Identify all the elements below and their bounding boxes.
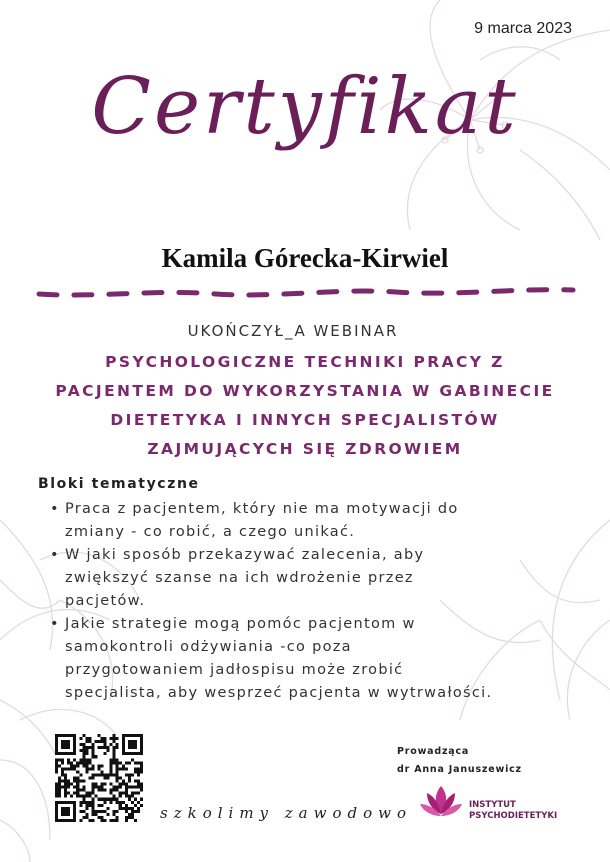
topic-line: • Jakie strategie mogą pomóc pacjentom w [65,616,416,632]
topic-line: specjalista, aby wesprzeć pacjenta w wytrwałości. [65,685,493,701]
topic-line: zmiany - co robić, a czego unikać. [65,524,356,540]
webinar-title [30,348,580,464]
webinar-title-line: ZAJMUJĄCYCH SIĘ ZDROWIEM [147,440,463,458]
topic-list [48,498,588,705]
host-name: dr Anna Januszewicz [397,764,522,775]
certificate-title: Certyfikat [91,62,519,152]
topic-item [48,498,588,544]
logo-text-line: PSYCHODIETETYKI [469,811,558,821]
topic-line: • W jaki sposób przekazywać zalecenia, aby [65,547,425,563]
recipient-name: Kamila Górecka-Kirwiel [161,243,449,273]
webinar-title-line: PACJENTEM DO WYKORZYSTANIA W GABINECIE [55,382,555,400]
topic-line: pacjetów. [65,593,146,609]
topic-item [48,613,588,705]
lotus-logo-icon [418,780,464,826]
host-label: Prowadząca [397,746,470,757]
logo-text [469,800,557,822]
topic-line: zwiększyć szanse na ich wdrożenie przez [65,570,414,586]
logo-text-line: INSTYTUT [469,800,516,810]
slogan: szkolimy zawodowo [160,804,412,822]
topic-line: samokontroli odżywiania -co poza [65,639,352,655]
completed-label: UKOŃCZYŁ_A WEBINAR [187,322,399,340]
dashed-divider [36,280,576,306]
topic-item [48,544,588,613]
certificate-date: 9 marca 2023 [474,20,572,37]
topic-line: • Praca z pacjentem, który nie ma motywacji do [65,501,459,517]
qr-code-icon [55,734,143,822]
topic-line: przygotowaniem jadłospisu może zrobić [65,662,404,678]
webinar-title-line: PSYCHOLOGICZNE TECHNIKI PRACY Z [105,353,505,371]
webinar-title-line: DIETETYKA I INNYCH SPECJALISTÓW [110,411,500,429]
blocks-heading: Bloki tematyczne [38,476,200,492]
